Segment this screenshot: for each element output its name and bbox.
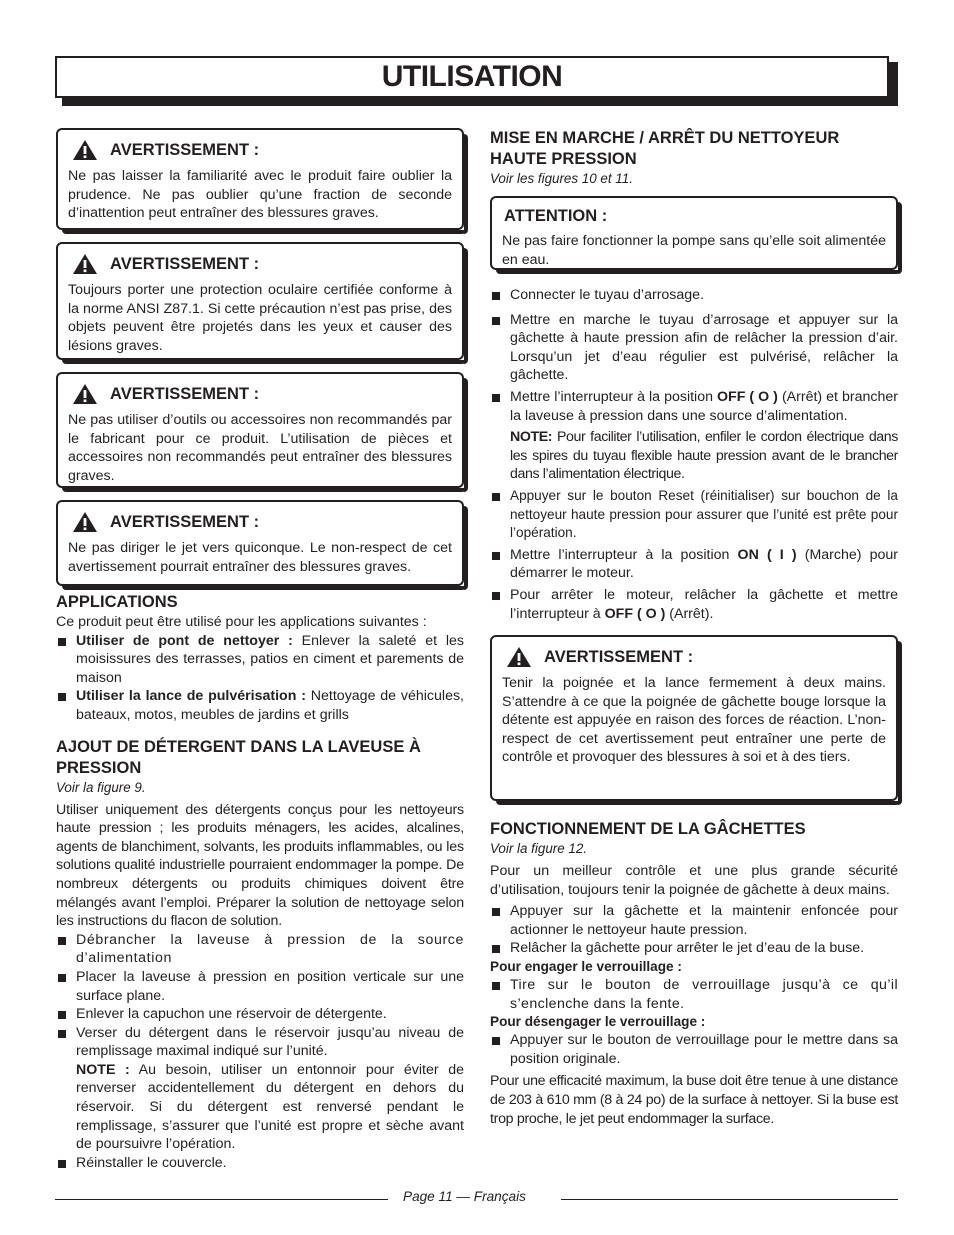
page-title: UTILISATION (381, 60, 563, 93)
warning-triangle-icon (72, 139, 98, 161)
trigger-paragraph: Pour un meilleur contrôle et une plus grande sécurité d’utilisation, toujours tenir la poignée de gâchette à deux mains. (490, 863, 898, 898)
detergent-note: NOTE : Au besoin, utiliser un entonnoir pour éviter de renverser accidentellement du détergent en dehors du réservoir. Si du détergent est renversé pendant le remplissage, s’assurer que l’unité est propre et sèche avant de poursuivre l’opération. (76, 1061, 464, 1153)
figure-reference: Voir les figures 10 et 11. (490, 171, 633, 186)
detergent-paragraph: Utiliser uniquement des détergents conçus pour les nettoyeurs haute pression ; les produits ménagers, les acides, alcalines, agents de blanchiment, solvants, les produits inflammables, ou les solutions qualité industrielle pourraient endommager la pompe. De nombreux détergents ou produits chimiques doivent être mélangés avant l’emploi. Préparer la solution de nettoyage selon les instructions du flacon de solution. (56, 801, 464, 930)
applications-intro: Ce produit peut être utilisé pour les applications suivantes : (56, 614, 427, 630)
warning-text: Tenir la poignée et la lance fermement à deux mains. S’attendre à ce que la poignée de gâchette bouge lorsque la détente est appuyée en raison des forces de réaction. L’non-respect de cet avertissement peut entraîner une perte de contrôle et provoquer des blessures à soi et à des tiers. (502, 675, 886, 766)
trigger-heading: FONCTIONNEMENT DE LA GÂCHETTES (490, 820, 806, 839)
warning-box-1 (56, 128, 464, 230)
startstop-heading: MISE EN MARCHE / ARRÊT DU NETTOYEUR HAUTE PRESSION (490, 129, 840, 168)
footer-rule-left (55, 1199, 388, 1200)
list-item: Placer la laveuse à pression en position verticale sur une surface plane. (56, 968, 464, 1005)
list-item: Relâcher la gâchette pour arrêter le jet d’eau de la buse. (490, 939, 898, 958)
list-item: Connecter le tuyau d’arrosage. (490, 286, 898, 305)
attention-heading: ATTENTION : (504, 207, 608, 225)
trigger-list (490, 902, 898, 958)
warning-box-4 (56, 500, 464, 586)
page-footer (55, 1189, 898, 1207)
list-item: Utiliser la lance de pulvérisation : Nettoyage de véhicules, bateaux, motos, meubles de jardins et grills (56, 687, 464, 724)
list-item: Débrancher la laveuse à pression de la source d’alimentation (56, 931, 464, 968)
figure-reference: Voir la figure 12. (490, 841, 588, 857)
list-item: Verser du détergent dans le réservoir jusqu’au niveau de remplissage maximal indiqué sur l’unité. (56, 1024, 464, 1061)
warning-box-right (490, 635, 898, 801)
warning-heading: AVERTISSEMENT : (110, 140, 260, 159)
applications-heading: APPLICATIONS (56, 593, 178, 611)
attention-box (490, 196, 898, 270)
list-item: Appuyer sur le bouton Reset (réinitialiser) sur bouchon de la nettoyeur haute pression pour assurer que l’unité est prête pour l’opération. (490, 487, 898, 543)
warning-heading: AVERTISSEMENT : (110, 384, 260, 403)
list-item: Appuyer sur la gâchette et la maintenir enfoncée pour actionner le nettoyeur haute pression. (490, 902, 898, 939)
warning-triangle-icon (72, 253, 98, 275)
right-column (490, 128, 898, 1128)
footer-text: Page 11 — Français (403, 1189, 526, 1204)
warning-box-2 (56, 242, 464, 360)
title-box (55, 56, 889, 98)
list-item: Enlever la capuchon une réservoir de détergente. (56, 1005, 464, 1024)
list-item: Réinstaller le couvercle. (56, 1154, 464, 1173)
footer-rule-right (561, 1199, 898, 1200)
warning-heading: AVERTISSEMENT : (110, 512, 260, 531)
warning-triangle-icon (72, 383, 98, 405)
warning-triangle-icon (506, 646, 532, 668)
figure-reference: Voir la figure 9. (56, 779, 146, 795)
detergent-list (56, 931, 464, 1061)
warning-text: Ne pas diriger le jet vers quiconque. Le non-respect de cet avertissement pourrait entraîner des blessures graves. (68, 540, 452, 575)
warning-text: Ne pas utiliser d’outils ou accessoires non recommandés par le fabricant pour ce produit. L’utilisation de pièces et accessoires non recommandés peut entraîner des blessures graves. (68, 412, 452, 484)
list-item: Mettre en marche le tuyau d’arrosage et appuyer sur la gâchette à haute pression afin de relâcher la pression d’air. Lorsqu’un jet d’eau régulier est pulvérisé, relâcher la gâchette. (490, 311, 898, 385)
attention-text: Ne pas faire fonctionner la pompe sans qu’elle soit alimentée en eau. (502, 233, 886, 268)
left-column (56, 128, 464, 1172)
trigger-final-paragraph: Pour une efficacité maximum, la buse doit être tenue à une distance de 203 à 610 mm (8 à 24 po) de la surface à nettoyer. Si la buse est trop proche, le jet peut endommager la surface. (490, 1073, 898, 1127)
warning-box-3 (56, 372, 464, 488)
list-item: Mettre l’interrupteur à la position ON ( I ) (Marche) pour démarrer le moteur. (490, 546, 898, 583)
list-item: Appuyer sur le bouton de verrouillage pour le mettre dans sa position originale. (490, 1031, 898, 1068)
warning-triangle-icon (72, 511, 98, 533)
list-item: Pour arrêter le moteur, relâcher la gâchette et mettre l’interrupteur à OFF ( O ) (Arrêt). (490, 586, 898, 623)
applications-list (56, 632, 464, 725)
warning-text: Toujours porter une protection oculaire certifiée conforme à la norme ANSI Z87.1. Si cette précaution n’est pas prise, des objets peuvent être projetés dans les yeux et causer des lésions graves. (68, 282, 452, 354)
warning-text: Ne pas laisser la familiarité avec le produit faire oublier la prudence. Ne pas oublier qu’une fraction de seconde d’inattention peut entraîner des blessures graves. (68, 168, 452, 221)
list-item: Tire sur le bouton de verrouillage jusqu’à ce qu’il s’enclenche dans la fente. (490, 976, 898, 1013)
list-item: Utiliser de pont de nettoyer : Enlever la saleté et les moisissures des terrasses, patios en ciment et parements de maison (56, 632, 464, 688)
warning-heading: AVERTISSEMENT : (544, 647, 694, 666)
detergent-heading: AJOUT DE DÉTERGENT DANS LA LAVEUSE À PRESSION (56, 737, 421, 777)
disengage-heading: Pour désengager le verrouillage : (490, 1014, 706, 1030)
engage-heading: Pour engager le verrouillage : (490, 959, 682, 975)
warning-heading: AVERTISSEMENT : (110, 254, 260, 273)
startstop-list (490, 286, 898, 425)
startstop-note: NOTE: Pour faciliter l’utilisation, enfiler le cordon électrique dans les spires du tuyau flexible haute pression avant de le brancher dans l’alimentation électrique. (510, 429, 898, 483)
list-item: Mettre l’interrupteur à la position OFF ( O ) (Arrêt) et brancher la laveuse à pression dans une source d’alimentation. (490, 388, 898, 425)
